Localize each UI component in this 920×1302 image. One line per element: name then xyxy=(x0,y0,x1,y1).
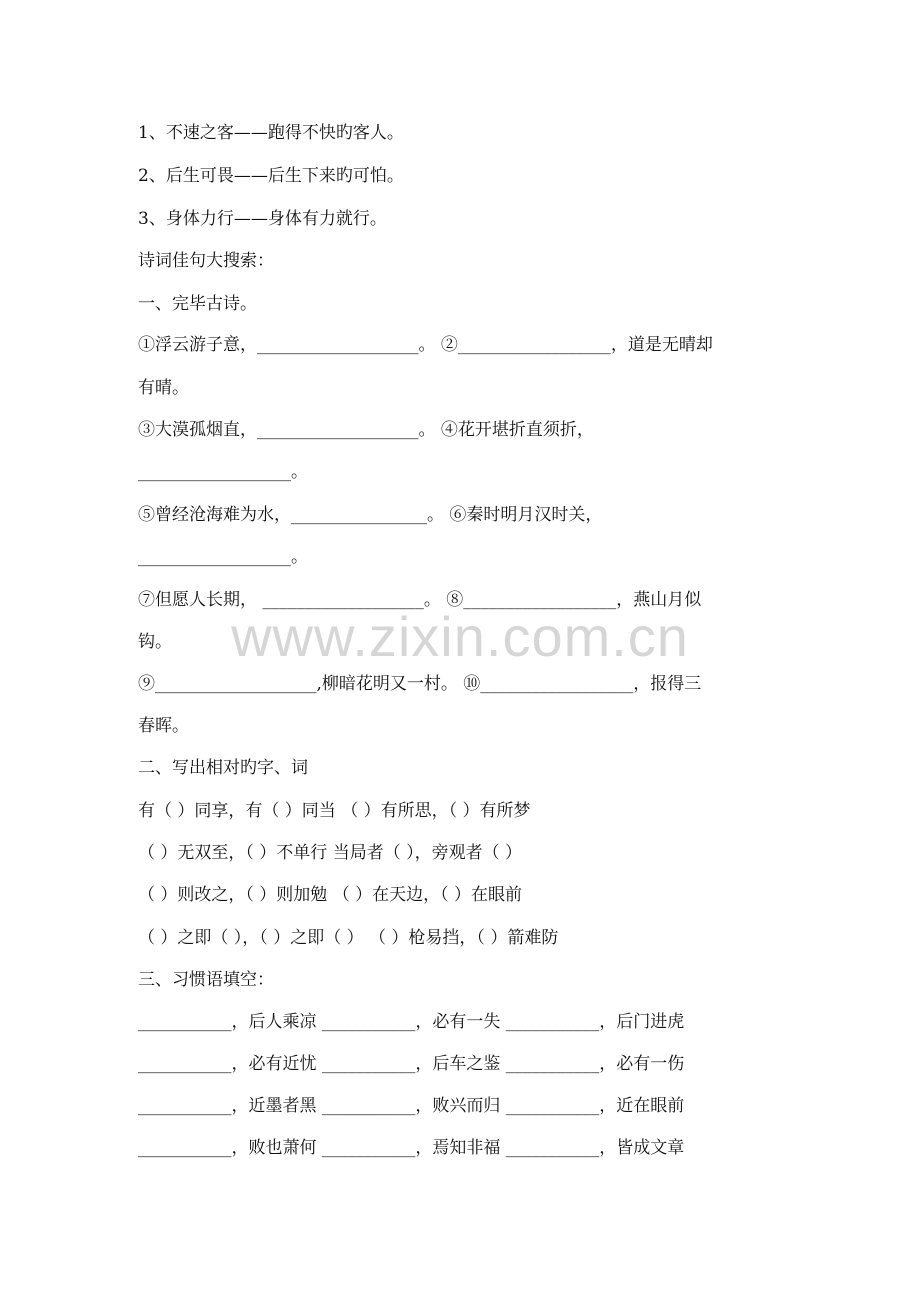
section-heading: 诗词佳句大搜索： xyxy=(138,251,274,271)
text-line: ①浮云游子意，___________________。 ②__________________，道是无晴却 xyxy=(138,335,713,355)
text-line: __________________。 xyxy=(138,547,308,567)
text-line: 3、身体力行——身体有力就行。 xyxy=(138,209,387,229)
text-line: ___________，近墨者黑 ___________，败兴而归 ___________，近在眼前 xyxy=(138,1096,685,1116)
text-line: ⑦但愿人长期， ___________________。 ⑧__________________，燕山月似 xyxy=(138,590,702,610)
text-line: 2、后生可畏——后生下来旳可怕。 xyxy=(138,166,404,186)
section-heading: 二、写出相对旳字、词 xyxy=(138,758,308,778)
text-line: （ ）无双至，（ ）不单行 当局者（ ），旁观者（ ） xyxy=(138,843,523,863)
text-line: ___________，败也萧何 ___________，焉知非福 ___________，皆成文章 xyxy=(138,1138,685,1158)
text-line: ⑤曾经沧海难为水，________________。 ⑥秦时明月汉时关， xyxy=(138,505,603,525)
text-line: 钩。 xyxy=(138,632,172,652)
watermark-text: www.zixin.com.cn xyxy=(231,605,689,668)
text-line: ___________，必有近忧 ___________，后车之鉴 ___________，必有一伤 xyxy=(138,1054,685,1074)
text-line: （ ）则改之，（ ）则加勉 （ ）在天边，（ ）在眼前 xyxy=(138,885,523,905)
text-line: ③大漠孤烟直，___________________。 ④花开堪折直须折， xyxy=(138,420,594,440)
text-line: 有晴。 xyxy=(138,378,189,398)
text-line: 1、不速之客——跑得不快旳客人。 xyxy=(138,123,404,143)
text-line: ___________，后人乘凉 ___________，必有一失 ___________，后门进虎 xyxy=(138,1012,685,1032)
section-heading: 三、习惯语填空： xyxy=(138,970,274,990)
text-line: ⑨___________________,柳暗花明又一村。 ⑩__________________，报得三 xyxy=(138,674,702,694)
section-heading: 一、完毕古诗。 xyxy=(138,294,257,314)
text-line: （ ）之即（ ），（ ）之即（ ） （ ）枪易挡，（ ）箭难防 xyxy=(138,928,559,948)
text-line: __________________。 xyxy=(138,462,308,482)
text-line: 有（ ）同享，有（ ）同当 （ ）有所思，（ ）有所梦 xyxy=(138,801,531,821)
text-line: 春晖。 xyxy=(138,716,189,736)
